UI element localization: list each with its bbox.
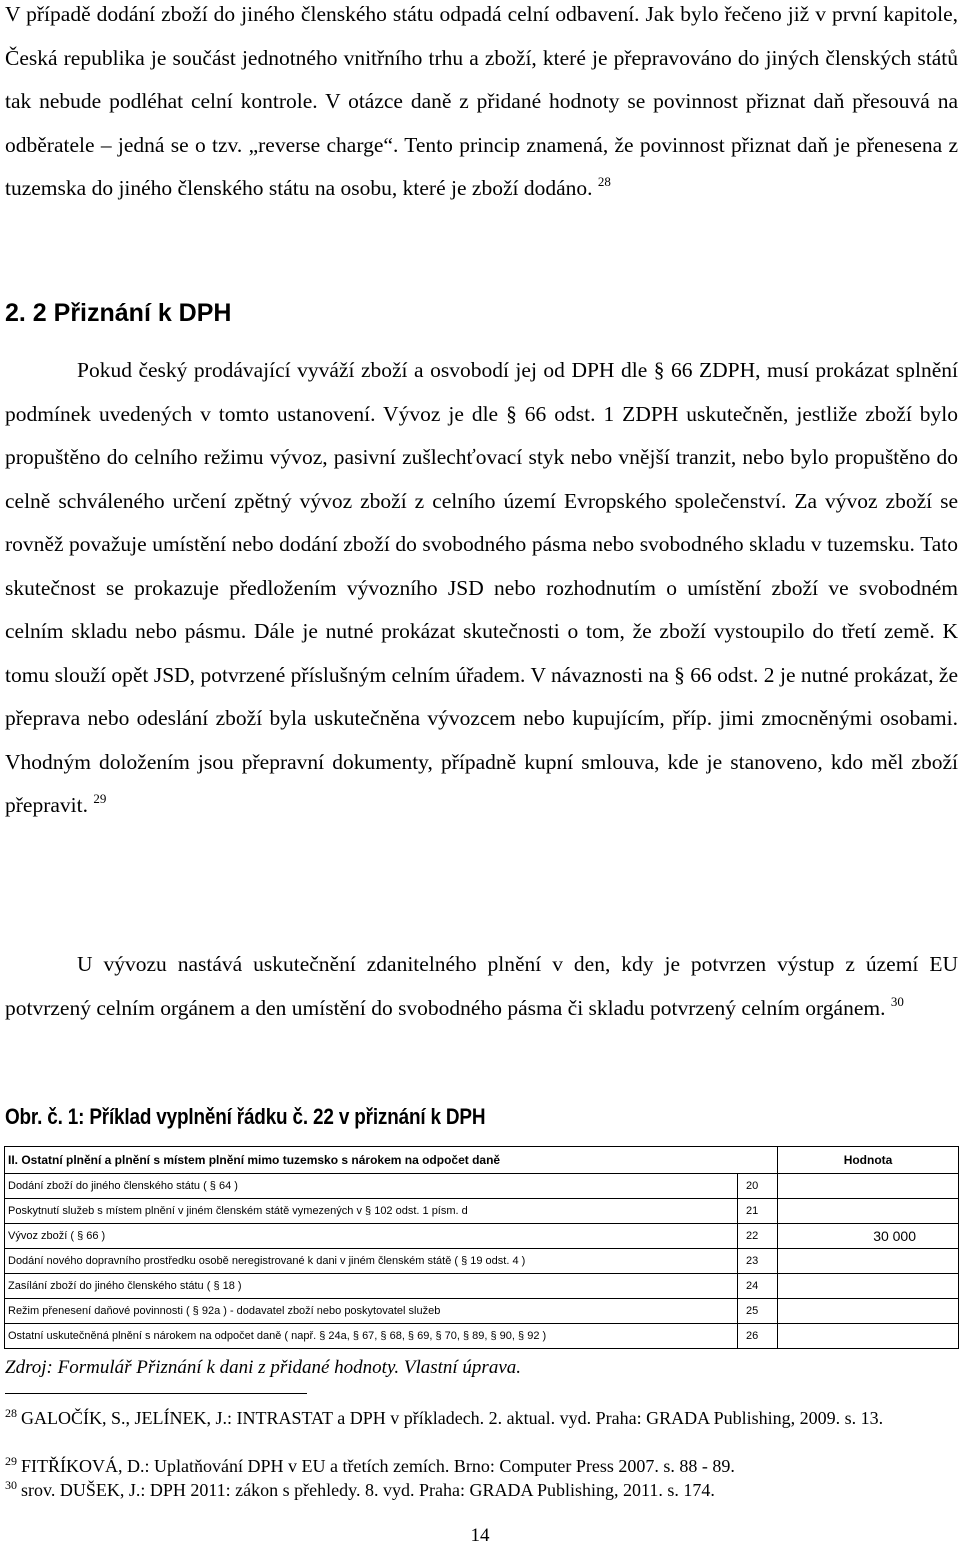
row-value <box>778 1274 959 1299</box>
row-number: 22 <box>738 1224 778 1249</box>
table-row <box>5 1224 959 1249</box>
row-label: Dodání nového dopravního prostředku osobě neregistrované k dani v jiném členském státě ( § 19 odst. 4 ) <box>5 1249 738 1274</box>
table-row <box>5 1199 959 1224</box>
row-label: Vývoz zboží ( § 66 ) <box>5 1224 738 1249</box>
row-label: Poskytnutí služeb s místem plnění v jiném členském státě vymezených v § 102 odst. 1 písm. d <box>5 1199 738 1224</box>
row-number: 23 <box>738 1249 778 1274</box>
footnote-29 <box>5 1454 945 1478</box>
row-value <box>778 1199 959 1224</box>
row-value <box>778 1299 959 1324</box>
footnote-text: FITŘÍKOVÁ, D.: Uplatňování DPH v EU a třetích zemích. Brno: Computer Press 2007. s. 88 - 89. <box>21 1456 735 1476</box>
footnote-30 <box>5 1478 945 1502</box>
paragraph-text: V případě dodání zboží do jiného členského státu odpadá celní odbavení. Jak bylo řečeno již v první kapitole, Česká republika je součást jednotného vnitřního trhu a zboží, které je přepravováno do jiných členských států tak nebude podléhat celní kontrole. V otázce daně z přidané hodnoty se povinnost přiznat daň přesouvá na odběratele – jedná se o tzv. „reverse charge“. Tento princip znamená, že povinnost přiznat daň je přenesena z tuzemska do jiného členského státu na osobu, které je zboží dodáno. <box>5 2 958 200</box>
row-label: Režim přenesení daňové povinnosti ( § 92a ) - dodavatel zboží nebo poskytovatel služeb <box>5 1299 738 1324</box>
row-number: 25 <box>738 1299 778 1324</box>
footnote-28 <box>5 1406 945 1430</box>
row-number: 21 <box>738 1199 778 1224</box>
paragraph-reverse-charge <box>5 0 958 211</box>
table-header-row <box>5 1147 959 1174</box>
footnote-ref-29[interactable]: 29 <box>93 791 107 806</box>
table-row <box>5 1174 959 1199</box>
footnote-number: 28 <box>5 1406 17 1420</box>
paragraph-taxable-supply-date <box>5 943 958 1030</box>
row-value: 30 000 <box>778 1224 959 1249</box>
row-label: Dodání zboží do jiného členského státu ( § 64 ) <box>5 1174 738 1199</box>
paragraph-text: Pokud český prodávající vyváží zboží a osvobodí jej od DPH dle § 66 ZDPH, musí prokázat splnění podmínek uvedených v tomto ustanovení. Vývoz je dle § 66 odst. 1 ZDPH uskutečněn, jestliže zboží bylo propuštěno do celního režimu vývoz, pasivní zušlechťovací styk nebo vnější tranzit, nebo bylo propuštěno do celně schváleného určení zpětný vývoz zboží z celního území Evropského společenství. Za vývoz zboží se rovněž považuje umístění nebo dodání zboží do svobodného pásma nebo svobodného skladu v tuzemsku. Tato skutečnost se prokazuje předložením vývozního JSD nebo rozhodnutím o umístění zboží ve svobodném celním skladu nebo pásmu. Dále je nutné prokázat skutečnosti o tom, že zboží vystoupilo do třetí země. K tomu slouží opět JSD, potvrzené příslušným celním úřadem. V návaznosti na § 66 odst. 2 je nutné prokázat, že přeprava nebo odeslání zboží byla uskutečněna vývozcem nebo kupujícím, příp. jimi zmocněnými osobami. Vhodným doložením jsou přepravní dokumenty, případně kupní smlouva, kde je stanoveno, kdo měl zboží přepravit. <box>5 358 958 817</box>
footnote-ref-30[interactable]: 30 <box>890 993 904 1009</box>
section-heading: 2. 2 Přiznání k DPH <box>5 299 232 327</box>
row-value <box>778 1324 959 1349</box>
paragraph-text: U vývozu nastává uskutečnění zdanitelného plnění v den, kdy je potvrzen výstup z území EU potvrzený celním orgánem a den umístění do svobodného pásma či skladu potvrzený celním orgánem. <box>5 952 958 1020</box>
paragraph-export-conditions <box>5 349 958 828</box>
row-label: Ostatní uskutečněná plnění s nárokem na odpočet daně ( např. § 24a, § 67, § 68, § 69, § 70, § 89, § 90, § 92 ) <box>5 1324 738 1349</box>
row-number: 24 <box>738 1274 778 1299</box>
footnote-number: 29 <box>5 1454 17 1468</box>
table-header-label: II. Ostatní plnění a plnění s místem plnění mimo tuzemsko s nárokem na odpočet daně <box>5 1147 778 1174</box>
footnote-text: GALOČÍK, S., JELÍNEK, J.: INTRASTAT a DPH v příkladech. 2. aktual. vyd. Praha: GRADA Publishing, 2009. s. 13. <box>21 1408 884 1428</box>
footnote-separator <box>5 1393 307 1394</box>
row-value <box>778 1249 959 1274</box>
table-row <box>5 1299 959 1324</box>
vat-return-table <box>4 1146 959 1349</box>
figure-source: Zdroj: Formulář Přiznání k dani z přidané hodnoty. Vlastní úprava. <box>5 1357 521 1378</box>
table-row <box>5 1249 959 1274</box>
figure-caption: Obr. č. 1: Příklad vyplnění řádku č. 22 v přiznání k DPH <box>5 1104 486 1129</box>
footnote-ref-28[interactable]: 28 <box>597 174 611 189</box>
table-row <box>5 1324 959 1349</box>
row-label: Zasílání zboží do jiného členského státu ( § 18 ) <box>5 1274 738 1299</box>
footnote-text: srov. DUŠEK, J.: DPH 2011: zákon s přehledy. 8. vyd. Praha: GRADA Publishing, 2011. s. 174. <box>21 1480 715 1500</box>
row-value <box>778 1174 959 1199</box>
footnote-number: 30 <box>5 1478 17 1492</box>
table-header-value: Hodnota <box>778 1147 959 1174</box>
row-number: 26 <box>738 1324 778 1349</box>
table-row <box>5 1274 959 1299</box>
row-number: 20 <box>738 1174 778 1199</box>
page-number: 14 <box>470 1525 490 1546</box>
